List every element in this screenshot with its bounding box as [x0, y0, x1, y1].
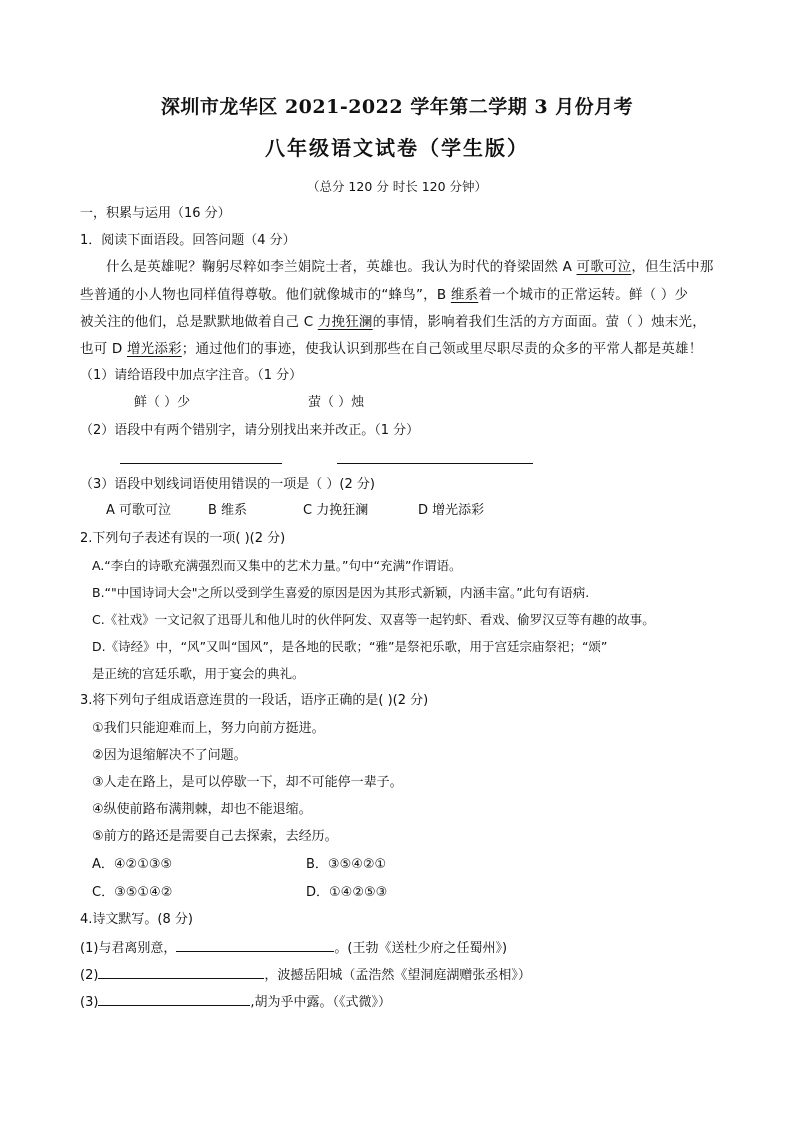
fill-blank[interactable] [98, 965, 264, 979]
q1-passage-line-1 [106, 258, 714, 276]
fill-blank[interactable] [176, 938, 334, 952]
answer-line-1[interactable] [120, 463, 282, 464]
q1-option-c[interactable]: C 力挽狂澜 [303, 503, 369, 518]
passage-text: 被关注的他们，总是默默地做着自己 C [80, 314, 318, 330]
q1-sub1-answer-b[interactable]: 萤（ ）烛 [308, 395, 365, 410]
q4-source: ，波撼岳阳城（孟浩然《望洞庭湖赠张丞相》） [264, 968, 531, 983]
exam-meta: （总分 120 分 时长 120 分钟） [306, 179, 488, 194]
passage-text: 些普通的小人物也同样值得尊敬。他们就像城市的“蜂鸟”，B [80, 287, 451, 303]
q1-sub1: （1）请给语段中加点字注音。（1 分） [80, 368, 303, 383]
q3-sentence-1: ①我们只能迎难而上，努力向前方挺进。 [92, 721, 325, 736]
underlined-word-d: 增光添彩 [126, 341, 182, 357]
q4-line-2 [80, 965, 531, 985]
answer-line-2[interactable] [337, 463, 533, 464]
q4-source: 。(王勃《送杜少府之任蜀州》) [334, 941, 508, 956]
q1-passage-line-3 [80, 313, 706, 331]
q3-option-d[interactable]: D．①④②⑤③ [306, 885, 388, 900]
q1-sub1-answer-a[interactable]: 鲜（ ）少 [134, 395, 191, 410]
q4-prompt: (3) [80, 995, 99, 1010]
underlined-word-a: 可歌可泣 [576, 259, 632, 275]
q3-stem: 3.将下列句子组成语意连贯的一段话，语序正确的是( )(2 分) [80, 693, 429, 708]
q3-option-c[interactable]: C．③⑤①④② [92, 885, 173, 900]
q4-line-3 [80, 992, 391, 1012]
q3-sentence-4: ④纵使前路布满荆棘，却也不能退缩。 [92, 802, 312, 817]
underlined-word-c: 力挽狂澜 [317, 314, 373, 330]
q4-prompt: (1)与君离别意， [80, 941, 177, 956]
q2-stem: 2.下列句子表述有误的一项( )(2 分) [80, 531, 286, 546]
exam-subtitle: 八年级语文试卷（学生版） [265, 136, 529, 160]
q1-passage-line-4 [80, 340, 702, 358]
q2-option-d-cont: 是正统的宫廷乐歌，用于宴会的典礼。 [92, 666, 305, 681]
q1-sub2: （2）语段中有两个错别字，请分别找出来并改正。（1 分） [80, 423, 420, 438]
passage-text: ，但生活中那 [631, 259, 714, 275]
q3-sentence-3: ③人走在路上，是可以停歇一下，却不可能停一辈子。 [92, 775, 403, 790]
passage-text: 的事情，影响着我们生活的方方面面。萤（ ）烛末光， [372, 314, 706, 330]
passage-text: ；通过他们的事迹，使我认识到那些在自己领或里尽职尽责的众多的平常人都是英雄！ [181, 341, 703, 357]
section-heading: 一，积累与运用（16 分） [80, 206, 231, 221]
q1-option-d[interactable]: D 增光添彩 [418, 503, 485, 518]
q2-option-c[interactable]: C.《社戏》一文记叙了迅哥儿和他儿时的伙伴阿发、双喜等一起钓虾、看戏、偷罗汉豆等有趣的故事。 [92, 612, 655, 627]
fill-blank[interactable] [98, 992, 250, 1006]
q1-stem: 1．阅读下面语段。回答问题（4 分） [80, 233, 296, 248]
q2-option-d[interactable]: D.《诗经》中，“风”又叫“国风”，是各地的民歌；“雅”是祭祀乐歌，用于宫廷宗庙祭祀；“颂” [92, 639, 608, 654]
q4-line-1 [80, 938, 507, 958]
passage-text: 什么是英雄呢？鞠躬尽粹如李兰娟院士者，英雄也。我认为时代的脊梁固然 A [106, 259, 577, 275]
underlined-word-b: 维系 [450, 287, 479, 303]
passage-text: 也可 D [80, 341, 127, 357]
q4-source: ,胡为乎中露。（《式微》） [250, 995, 392, 1010]
q3-sentence-5: ⑤前方的路还是需要自己去探索，去经历。 [92, 829, 338, 844]
q1-sub3: （3）语段中划线词语使用错误的一项是（ ）(2 分) [80, 477, 375, 492]
q1-option-a[interactable]: A 可歌可泣 [106, 503, 172, 518]
q2-option-a[interactable]: A.“李白的诗歌充满强烈而又集中的艺术力量。”句中“充满”作谓语。 [92, 558, 462, 573]
q3-sentence-2: ②因为退缩解决不了问题。 [92, 748, 247, 763]
q1-option-b[interactable]: B 维系 [208, 503, 248, 518]
q3-option-a[interactable]: A．④②①③⑤ [92, 857, 173, 872]
q2-option-b[interactable]: B.“"中国诗词大会"之所以受到学生喜爱的原因是因为其形式新颖，内涵丰富。”此句有语病. [92, 585, 590, 600]
passage-text: 着一个城市的正常运转。鲜（ ）少 [478, 287, 689, 303]
q4-stem: 4.诗文默写。(8 分) [80, 912, 193, 927]
q1-passage-line-2 [80, 286, 688, 304]
q3-option-b[interactable]: B．③⑤④②① [306, 857, 387, 872]
q4-prompt: (2) [80, 968, 99, 983]
exam-title: 深圳市龙华区 2021-2022 学年第二学期 3 月份月考 [160, 96, 634, 118]
